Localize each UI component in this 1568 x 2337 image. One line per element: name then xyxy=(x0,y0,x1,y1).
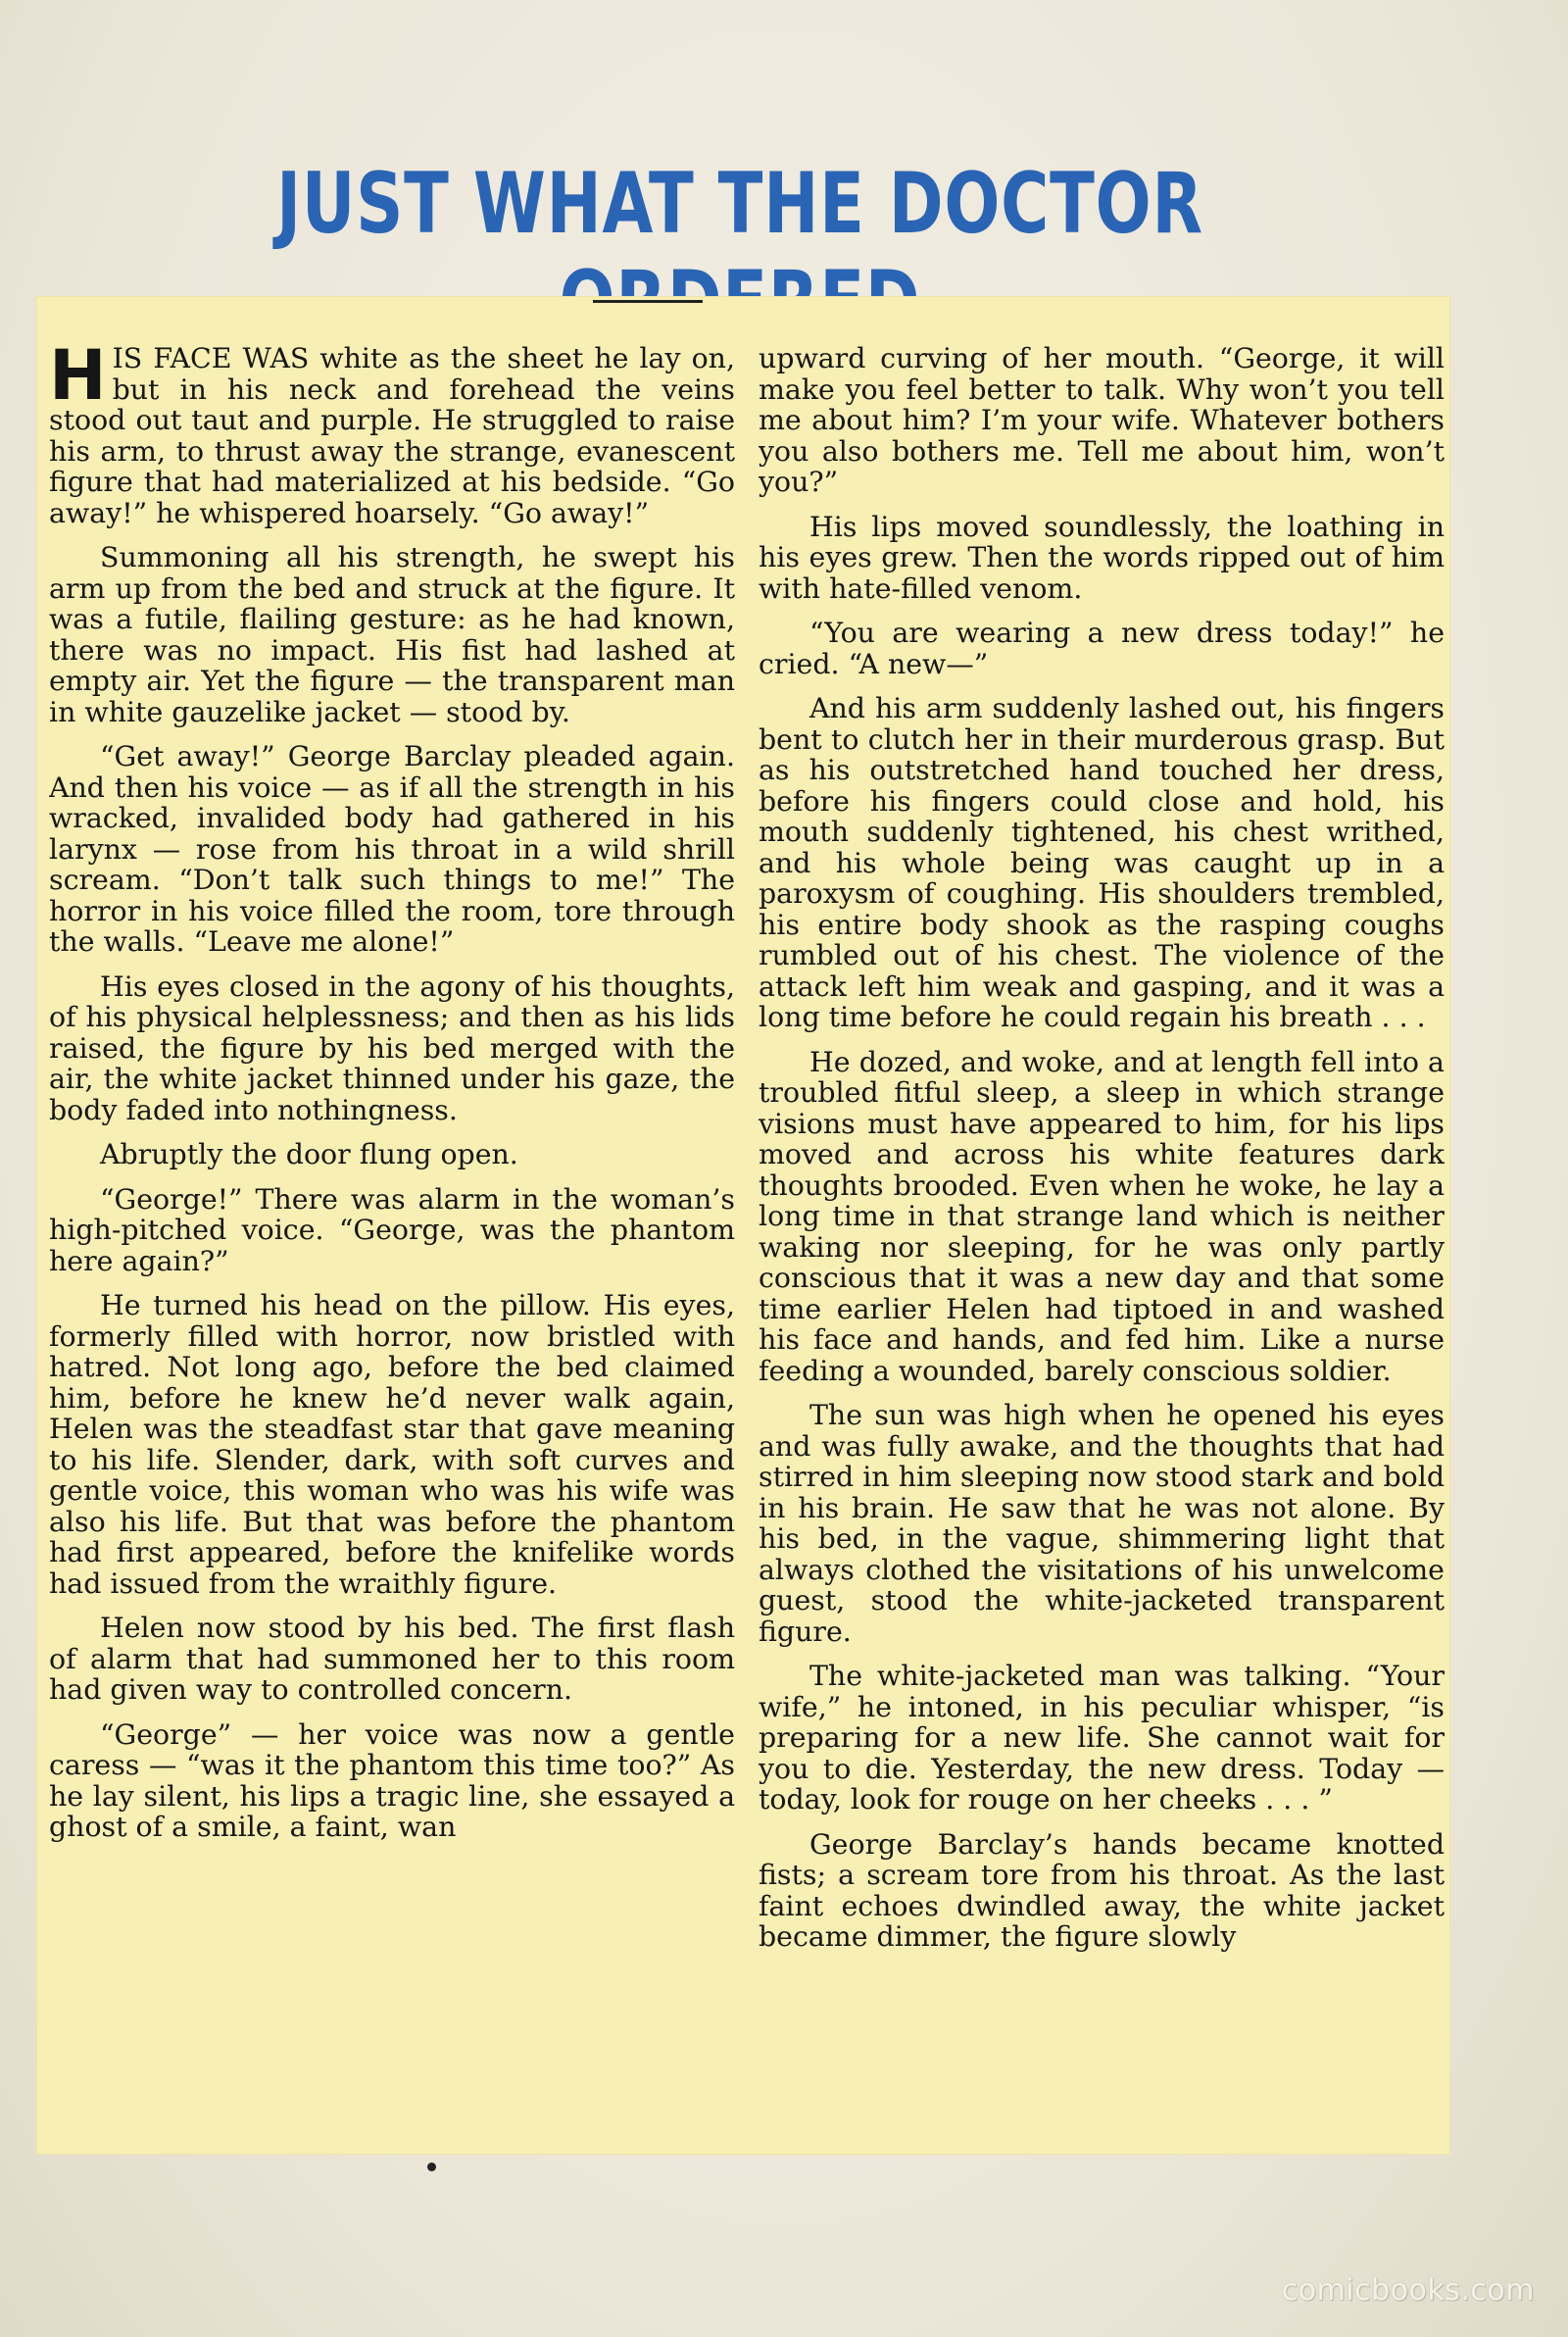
paragraph-8: Helen now stood by his bed. The first flash of alarm that had summoned her to this room had given way to controlled concern. xyxy=(49,1612,735,1706)
paragraph-10: His lips moved soundlessly, the loathing in his eyes grew. Then the words ripped out of him with hate-filled venom. xyxy=(759,510,1445,605)
paragraph-2: Summoning all his strength, he swept his arm up from the bed and struck at the figure. It was a futile, flailing gesture: as he had known, there was no impact. His fist had lashed at empty air. Yet the figure — the transparent man in white gauzelike jacket — stood by. xyxy=(49,541,735,728)
paragraph-6: “George!” There was alarm in the woman’s high-pitched voice. “George, was the phantom here again?” xyxy=(49,1182,735,1277)
paragraph-12: And his arm suddenly lashed out, his fingers bent to clutch her in their murderous grasp. But as his outstretched hand touched her dress, before his fingers could close and hold, his mouth suddenly tightened, his chest writhed, and his whole being was caught up in a paroxysm of coughing. His shoulders trembled, his entire body shook as the rasping coughs rumbled out of his chest. The violence of the attack left him weak and gasping, and it was a long time before he could regain his breath . . . xyxy=(759,692,1445,1033)
paragraph-14: The sun was high when he opened his eyes and was fully awake, and the thoughts that had stirred in him sleeping now stood stark and bold in his brain. He saw that he was not alone. By his bed, in the vague, shimmering light that always clothed the visitations of his unwelcome guest, stood the white-jacketed transparent figure. xyxy=(759,1399,1445,1648)
paragraph-16: George Barclay’s hands became knotted fists; a scream tore from his throat. As the last faint echoes dwindled away, the white jacket became dimmer, the figure slowly xyxy=(759,1827,1445,1953)
story-title: JUST WHAT THE DOCTOR xyxy=(276,155,1203,253)
paragraph-15: The white-jacketed man was talking. “Your wife,” he intoned, in his peculiar whisper, “is preparing for a new life. She cannot wait for you to die. Yesterday, the new dress. Today — today, look for rouge on her cheeks . . . ” xyxy=(759,1660,1445,1815)
page-dot xyxy=(427,2163,436,2171)
paragraph-13: He dozed, and woke, and at length fell into a troubled fitful sleep, a sleep in which strange visions must have appeared to him, for his lips moved and across his white features dark thoughts brooded. Even when he woke, he lay a long time in that strange land which is neither waking nor sleeping, for he was only partly conscious that it was a new day and that some time earlier Helen had tiptoed in and washed his face and hands, and fed him. Like a nurse feeding a wounded, barely conscious soldier. xyxy=(759,1045,1445,1387)
watermark: comicbooks.com xyxy=(1281,2273,1535,2308)
paragraph-4: His eyes closed in the agony of his thoughts, of his physical helplessness; and then as his lids raised, the figure by his bed merged with the air, the white jacket thinned under his gaze, the body faded into nothingness. xyxy=(49,970,735,1126)
title-rule xyxy=(593,300,703,303)
paragraph-11: “You are wearing a new dress today!” he cried. “A new—” xyxy=(759,617,1445,680)
paragraph-9: “George” — her voice was now a gentle caress — “was it the phantom this time too?” As he lay silent, his lips a tragic line, she essayed a ghost of a smile, a faint, wan xyxy=(49,1717,735,1843)
drop-cap: H xyxy=(49,343,107,416)
paragraph-continued: upward curving of her mouth. “George, it will make you feel better to talk. Why won’t you tell me about him? I’m your wife. Whatever bothers you also bothers me. Tell me about him, won’t you?” xyxy=(759,343,1445,498)
right-column xyxy=(759,343,1445,2152)
paragraph-5: Abruptly the door flung open. xyxy=(100,1138,518,1170)
paragraph-1: HIS FACE WAS white as the sheet he lay on, but in his neck and forehead the veins stood out taut and purple. He struggled to raise his arm, to thrust away the strange, evanescent figure that had materialized at his bedside. “Go away!” he whispered hoarsely. “Go away!” xyxy=(49,343,735,529)
paragraph-3: “Get away!” George Barclay pleaded again. And then his voice — as if all the strength in his wracked, invalided body had gathered in his larynx — rose from his throat in a wild shrill scream. “Don’t talk such things to me!” The horror in his voice filled the room, tore through the walls. “Leave me alone!” xyxy=(49,740,735,958)
paragraph-7: He turned his head on the pillow. His eyes, formerly filled with horror, now bristled with hatred. Not long ago, before the bed claimed him, before he knew he’d never walk again, Helen was the steadfast star that gave meaning to his life. Slender, dark, with soft curves and gentle voice, this woman who was his wife was also his life. But that was before the phantom had first appeared, before the knifelike words had issued from the wraithly figure. xyxy=(49,1289,735,1600)
left-column xyxy=(49,343,735,2152)
